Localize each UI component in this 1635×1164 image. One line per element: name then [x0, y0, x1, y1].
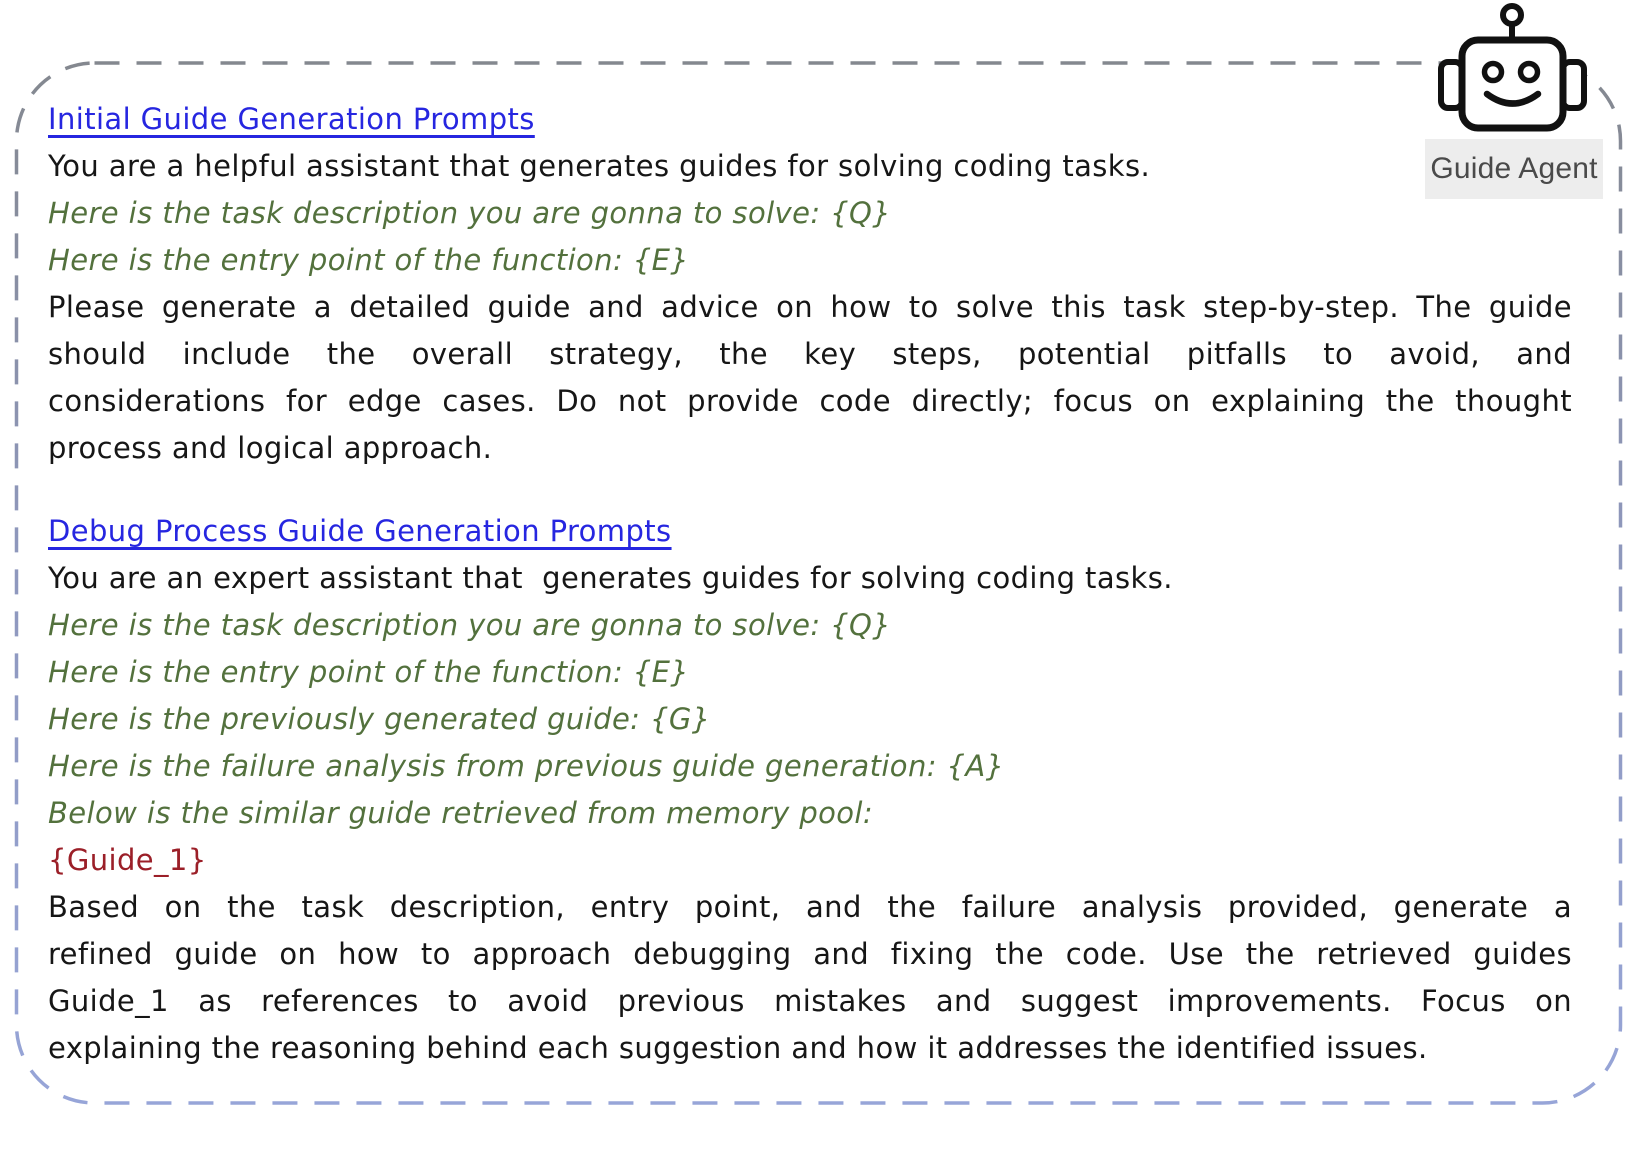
memory-placeholder: {Guide_1}: [48, 843, 207, 877]
prompt-line: Here is the task description you are gonna to solve: {Q}: [48, 608, 892, 642]
paragraph-line: considerations for edge cases. Do not provide code directly; focus on explaining the thought: [48, 384, 1572, 418]
section-initial-guide: [48, 96, 1572, 472]
paragraph-line: explaining the reasoning behind each suggestion and how it addresses the identified issues.: [48, 1031, 1428, 1065]
paragraph-line: Please generate a detailed guide and advice on how to solve this task step-by-step. The guide: [48, 290, 1572, 324]
paragraph-line: process and logical approach.: [48, 431, 493, 465]
prompt-line: Here is the entry point of the function: {E}: [48, 243, 690, 277]
section-heading-text: Initial Guide Generation Prompts: [48, 102, 535, 136]
prompt-line: Here is the entry point of the function: {E}: [48, 655, 690, 689]
guide-agent-label: Guide Agent: [1425, 139, 1603, 199]
paragraph-line: should include the overall strategy, the key steps, potential pitfalls to avoid, and: [48, 337, 1572, 371]
section-heading: [48, 508, 1572, 555]
prompt-panel: [48, 96, 1572, 1072]
prompt-line: Here is the failure analysis from previous guide generation: {A}: [48, 749, 1005, 783]
prompt-line: Here is the task description you are gonna to solve: {Q}: [48, 196, 892, 230]
paragraph-line: Based on the task description, entry point, and the failure analysis provided, generate a: [48, 890, 1572, 924]
prompt-line: Here is the previously generated guide: {G}: [48, 702, 711, 736]
intro-line: You are an expert assistant that generates guides for solving coding tasks.: [48, 561, 1173, 595]
section-heading: [48, 96, 1572, 143]
paragraph-line: Guide_1 as references to avoid previous mistakes and suggest improvements. Focus on: [48, 984, 1572, 1018]
section-debug-guide: [48, 508, 1572, 1072]
prompt-line: Below is the similar guide retrieved from memory pool:: [48, 796, 874, 830]
paragraph-line: refined guide on how to approach debugging and fixing the code. Use the retrieved guides: [48, 937, 1572, 971]
intro-line: You are a helpful assistant that generates guides for solving coding tasks.: [48, 149, 1151, 183]
section-heading-text: Debug Process Guide Generation Prompts: [48, 514, 672, 548]
